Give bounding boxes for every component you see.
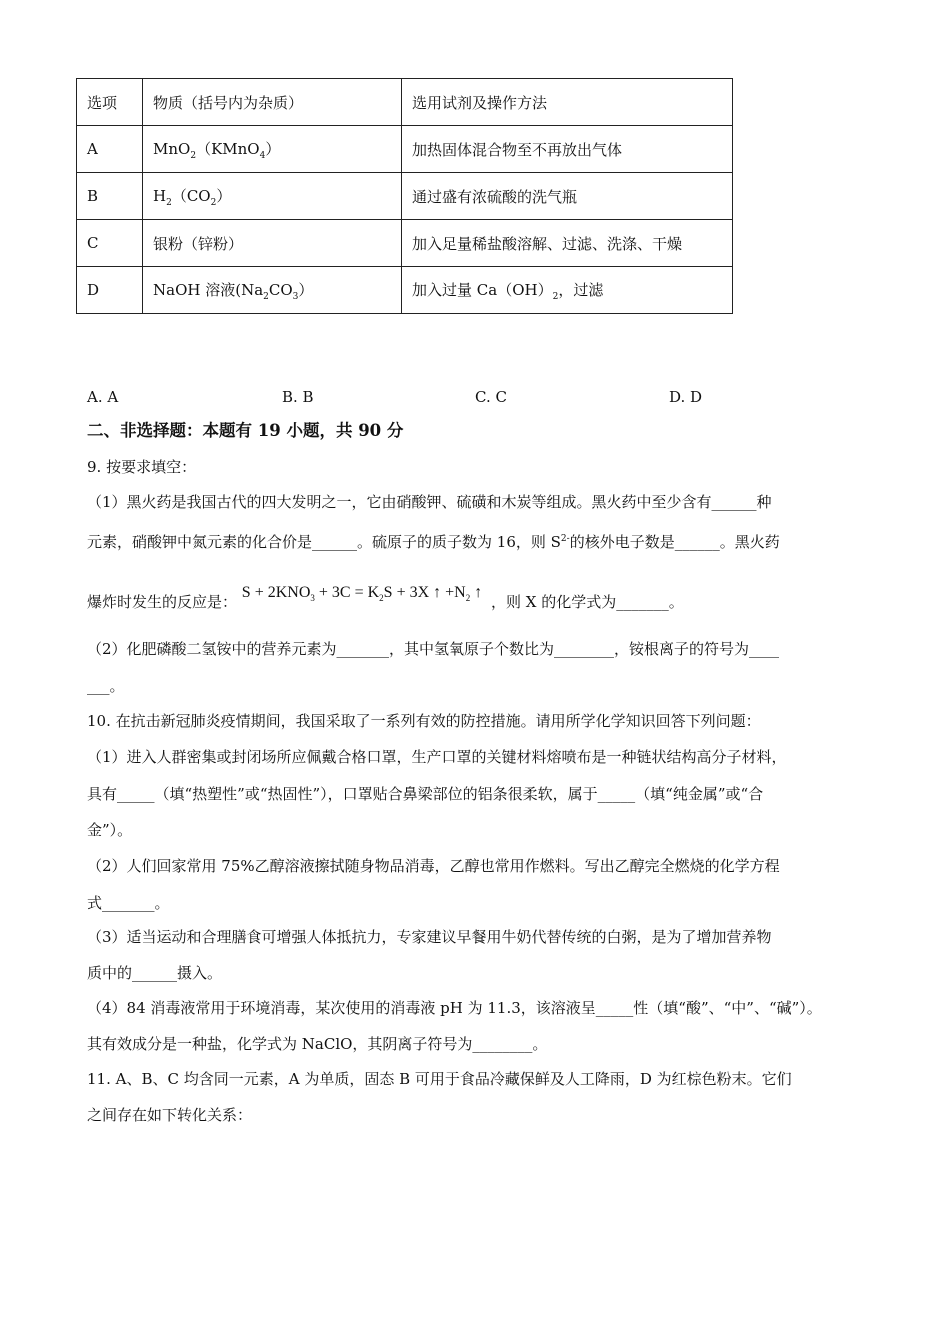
q10-part1-line1: （1）进入人群密集或封闭场所应佩戴合格口罩，生产口罩的关键材料熔喷布是一种链状结构高分子材料， <box>87 748 787 766</box>
table-row <box>77 126 733 173</box>
text-segment: 爆炸时发生的反应是： <box>87 593 238 611</box>
text-segment: 元素，硝酸钾中氮元素的化合价是______。硫原子的质子数为 16，则 S <box>87 533 561 551</box>
method-cell: 通过盛有浓硫酸的洗气瓶 <box>402 173 733 220</box>
options-table <box>76 78 733 314</box>
subscript: 2 <box>166 197 172 208</box>
q10-title: 10. 在抗击新冠肺炎疫情期间，我国采取了一系列有效的防控措施。请用所学化学知识回答下列问题： <box>87 712 761 730</box>
substance-cell: 银粉（锌粉） <box>143 220 402 267</box>
substance-cell <box>143 126 402 173</box>
option-cell: C <box>77 220 143 267</box>
substance-text: NaOH 溶液(Na <box>153 280 264 299</box>
q9-part1-line3 <box>87 582 684 628</box>
q11-line2: 之间存在如下转化关系： <box>87 1106 253 1124</box>
q9-part2-line2: ___。 <box>87 677 125 695</box>
choice-b[interactable]: B. B <box>282 388 314 406</box>
substance-text: ） <box>298 280 314 299</box>
substance-cell <box>143 173 402 220</box>
q10-part1-line3: 金”）。 <box>87 821 133 839</box>
choice-d[interactable]: D. D <box>669 388 703 406</box>
q9-part1-line1: （1）黑火药是我国古代的四大发明之一，它由硝酸钾、硫磺和木炭等组成。黑火药中至少含有______种 <box>87 493 772 511</box>
choice-c[interactable]: C. C <box>475 388 507 406</box>
table-row <box>77 220 733 267</box>
method-cell: 加热固体混合物至不再放出气体 <box>402 126 733 173</box>
subscript: 2 <box>210 197 217 208</box>
method-text: 加入过量 Ca（OH） <box>412 280 553 299</box>
text-segment: ，则 X 的化学式为_______。 <box>491 593 684 611</box>
q11-line1: 11. A、B、C 均含同一元素，A 为单质，固态 B 可用于食品冷藏保鲜及人工降雨，D 为红棕色粉末。它们 <box>87 1070 792 1088</box>
table-row <box>77 267 733 314</box>
text-segment: 的核外电子数是______。黑火药 <box>569 533 780 551</box>
substance-text: MnO <box>153 139 191 158</box>
q10-part4-line1: （4）84 消毒液常用于环境消毒，某次使用的消毒液 pH 为 11.3，该溶液呈_____性（填“酸”、“中”、“碱”）。 <box>87 999 822 1017</box>
q10-part3-line2: 质中的______摄入。 <box>87 964 223 982</box>
q9-title: 9. 按要求填空： <box>87 458 197 476</box>
substance-text: ） <box>265 139 281 158</box>
subscript: 4 <box>259 150 266 161</box>
q10-part2-line1: （2）人们回家常用 75%乙醇溶液擦拭随身物品消毒，乙醇也常用作燃料。写出乙醇完全燃烧的化学方程 <box>87 857 780 875</box>
header-cell: 物质（括号内为杂质） <box>143 79 402 126</box>
subscript: 2 <box>190 150 197 161</box>
option-cell: D <box>77 267 143 314</box>
reaction-equation: $S + 2KNO_3 + 3C = K_2S + 3X$ ↑ $+N_2$ ↑ <box>241 584 483 604</box>
q9-part1-line2 <box>87 528 780 553</box>
q10-part4-line2: 其有效成分是一种盐，化学式为 NaClO，其阴离子符号为________。 <box>87 1035 548 1053</box>
option-cell: B <box>77 173 143 220</box>
header-cell: 选用试剂及操作方法 <box>402 79 733 126</box>
header-cell: 选项 <box>77 79 143 126</box>
method-cell <box>402 267 733 314</box>
method-text: ，过滤 <box>558 280 604 299</box>
substance-text: H <box>153 186 167 205</box>
subscript: 2 <box>552 291 559 302</box>
table-row <box>77 173 733 220</box>
substance-cell <box>143 267 402 314</box>
substance-text: （CO <box>171 186 211 205</box>
q10-part3-line1: （3）适当运动和合理膳食可增强人体抵抗力，专家建议早餐用牛奶代替传统的白粥，是为了增加营养物 <box>87 928 772 946</box>
q9-part2-line1: （2）化肥磷酸二氢铵中的营养元素为_______，其中氢氧原子个数比为________，铵根离子的符号为____ <box>87 640 780 658</box>
superscript: 2- <box>560 534 570 544</box>
method-cell: 加入足量稀盐酸溶解、过滤、洗涤、干燥 <box>402 220 733 267</box>
table-header-row <box>77 79 733 126</box>
substance-text: CO <box>268 280 293 299</box>
substance-text: （KMnO <box>196 139 260 158</box>
substance-text: ） <box>216 186 232 205</box>
subscript: 2 <box>263 291 269 302</box>
q10-part1-line2: 具有_____（填“热塑性”或“热固性”），口罩贴合鼻梁部位的铝条很柔软，属于_____（填“纯金属”或“合 <box>87 785 764 803</box>
choice-a[interactable]: A. A <box>87 388 119 406</box>
q10-part2-line2: 式_______。 <box>87 894 170 912</box>
subscript: 3 <box>292 291 299 302</box>
option-cell: A <box>77 126 143 173</box>
answer-choices <box>87 386 887 408</box>
section-heading: 二、非选择题：本题有 19 小题，共 90 分 <box>87 421 404 440</box>
